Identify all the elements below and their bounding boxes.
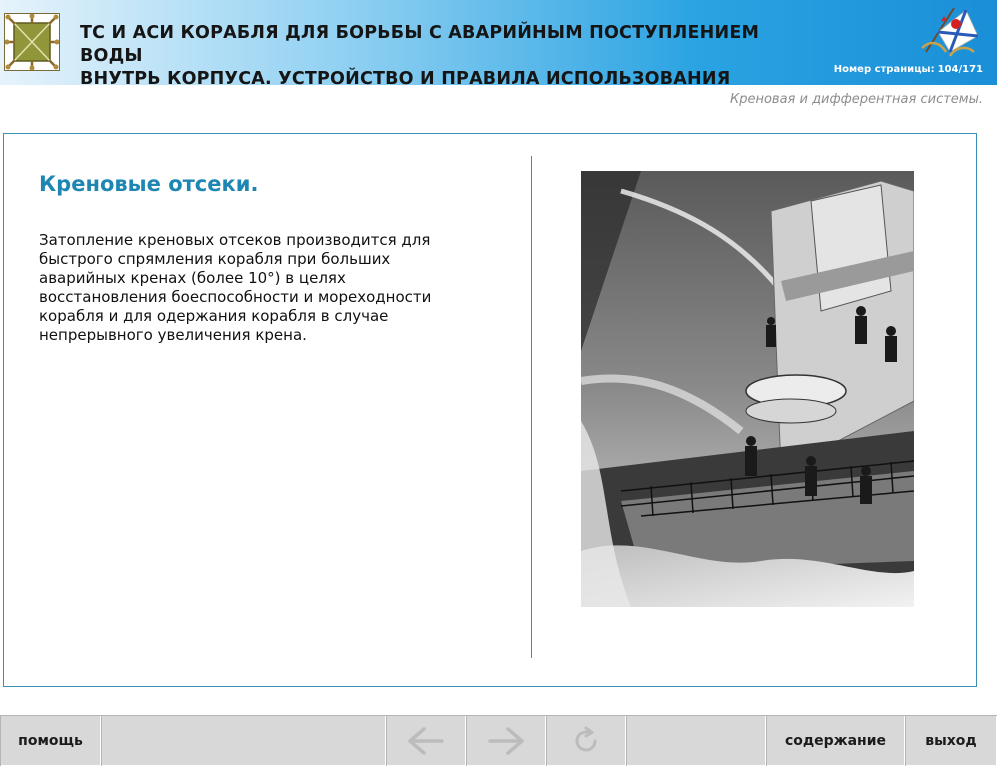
exit-button[interactable] (905, 716, 997, 766)
naval-flag-emblem-icon (916, 2, 980, 60)
nav-spacer-left (101, 716, 386, 766)
help-button-label: помощь (18, 733, 83, 749)
section-subtitle: Креновая и дифферентная системы. (729, 92, 983, 107)
nav-spacer-right (626, 716, 766, 766)
bottom-navigation (0, 715, 997, 765)
contents-button-label: содержание (784, 733, 887, 749)
header-bar (0, 0, 997, 89)
exit-button-label: выход (925, 733, 977, 749)
arrow-left-icon (406, 727, 446, 755)
help-button[interactable] (0, 716, 101, 766)
page-number (831, 64, 983, 75)
reload-icon (571, 726, 601, 756)
forward-button[interactable] (466, 716, 546, 766)
back-button[interactable] (386, 716, 466, 766)
page-number-value: 104/171 (937, 64, 983, 75)
page-number-label: Номер страницы: (833, 64, 935, 75)
page-title-line-2: ВНУТРЬ КОРПУСА. УСТРОЙСТВО И ПРАВИЛА ИСПОЛЬЗОВАНИЯ (80, 69, 731, 89)
arrow-right-icon (486, 727, 526, 755)
contents-button[interactable] (766, 716, 905, 766)
content-divider (531, 156, 532, 658)
reload-button[interactable] (546, 716, 626, 766)
course-logo (4, 13, 60, 71)
ship-wheel-square-icon (5, 14, 59, 70)
page-title-line-1: ТС И АСИ КОРАБЛЯ ДЛЯ БОРЬБЫ С АВАРИЙНЫМ ПОСТУПЛЕНИЕМ ВОДЫ (80, 23, 760, 66)
content-heading: Креновые отсеки. (39, 172, 259, 196)
page-title (80, 22, 820, 91)
ship-photo-image (581, 171, 914, 607)
content-paragraph: Затопление креновых отсеков производится для быстрого спрямления корабля при больших аварийных кренах (более 10°) в целях восстановления боеспособности и мореходности корабля и для одержания корабля в случае непрерывного увеличения крена. (39, 231, 432, 344)
content-frame (3, 133, 977, 687)
